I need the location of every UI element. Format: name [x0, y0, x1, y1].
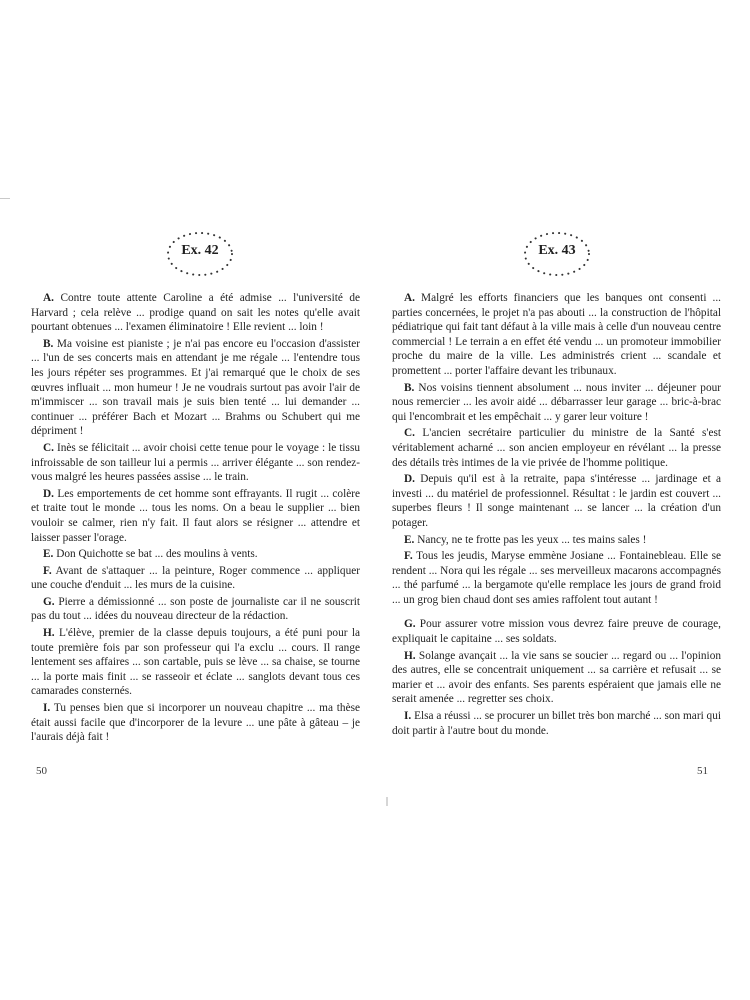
- item-text: Les emportements de cet homme sont effrayants. Il rugit ... colère et traite tout le monde ... tous les noms. On a beau le supplier ... bien vouloir se calmer, rien n'y fait. Il faut alors se résigner ... attendre et laisser passer l'orage.: [31, 487, 360, 544]
- item-text: Solange avançait ... la vie sans se soucier ... regard ou ... l'opinion des autres, elle se concentrait uniquement ... sa carrière et refusait ... se marier et ... avoir des enfants. Ses parents espéraient que jamais elle ne serait amenée ... regretter ses choix.: [392, 649, 721, 706]
- item-text: L'élève, premier de la classe depuis toujours, a été puni pour la toute première fois par son professeur qui l'a exclu ... cours. Il range lentement ses affaires ... son cartable, puis se lève ... sa chaise, se tourne ... la porte mais finit ... se rasseoir et éclate ... sanglots devant tous ces camarades consternés.: [31, 627, 361, 698]
- exercise-header-43: [521, 228, 593, 280]
- page-number: 50: [36, 765, 47, 777]
- item-text: Tu penses bien que si incorporer un nouveau chapitre ... ma thèse était aussi facile que d'incorporer de la levure ... une pâte à gâteau – je l'aurais déjà fait !: [31, 702, 360, 744]
- item-label: D.: [404, 473, 415, 486]
- item-label: E.: [43, 548, 54, 561]
- item-text: Ma voisine est pianiste ; je n'ai pas encore eu l'occasion d'assister ... l'un de ses concerts mais en attendant je me régale ... l'entendre tous les jours répéter ses programmes. Et j'ai remarqué que le choix de ses œuvres influait ... mon humeur ! Je ne voudrais surtout pas avoir l'air de m'immiscer ... son travail mais je suis bien tenté ... lui demander ... continuer ... préférer Bach et Mozart ... Brahms ou Schubert qui me dépriment !: [31, 337, 360, 438]
- exercise-item: [31, 626, 360, 699]
- exercise-item: [31, 441, 360, 485]
- item-label: B.: [404, 381, 415, 394]
- exercise-item: [31, 291, 360, 335]
- exercise-item: [31, 701, 360, 745]
- exercise-item: [392, 533, 721, 548]
- item-label: E.: [404, 533, 415, 546]
- item-text: Nancy, ne te frotte pas les yeux ... tes mains sales !: [417, 533, 647, 546]
- item-text: Elsa a réussi ... se procurer un billet très bon marché ... son mari qui doit partir à l'autre bout du monde.: [392, 710, 721, 737]
- item-label: B.: [43, 337, 54, 350]
- item-label: F.: [404, 550, 413, 563]
- item-label: F.: [43, 564, 52, 577]
- item-label: G.: [404, 618, 416, 631]
- right-page: [375, 0, 750, 1000]
- exercise-item: [392, 381, 721, 425]
- item-label: A.: [404, 292, 415, 304]
- item-label: D.: [43, 487, 54, 500]
- exercise-items: [31, 291, 360, 747]
- item-label: I.: [404, 710, 412, 723]
- exercise-item: [31, 337, 360, 439]
- exercise-item: [31, 564, 360, 593]
- exercise-item: [31, 547, 360, 562]
- exercise-item: [392, 426, 721, 470]
- exercise-item: [31, 487, 360, 545]
- item-label: C.: [404, 427, 415, 440]
- item-label: C.: [43, 441, 54, 454]
- exercise-item: [392, 549, 721, 607]
- item-label: I.: [43, 702, 51, 715]
- item-text: Avant de s'attaquer ... la peinture, Roger commence ... appliquer une couche d'enduit ... les murs de la cuisine.: [31, 564, 361, 592]
- item-label: H.: [43, 627, 55, 640]
- exercise-items: [392, 291, 721, 740]
- exercise-title: Ex. 42: [181, 243, 219, 258]
- item-text: Malgré les efforts financiers que les banques ont consenti ... parties concernées, le projet n'a pas abouti ... la construction de l'hôpital pédiatrique qui fait tant défaut à la ville mais à celle d'un nouveau centre commercial ! Le terrain a en effet été vendu ... un promoteur immobilier proche du maire de la ville. Les administrés crient ... scandale et promettent ... porter l'affaire devant les tribunaux.: [392, 292, 721, 377]
- item-label: H.: [404, 649, 416, 662]
- exercise-item: [392, 472, 721, 530]
- item-text: L'ancien secrétaire particulier du ministre de la Santé s'est véritablement acharné ... son ancien employeur en révélant ... la presse des détails très intimes de la vie privée de l'homme politique.: [392, 427, 721, 469]
- exercise-item: [392, 709, 721, 738]
- exercise-item: [392, 291, 721, 379]
- exercise-item: [392, 617, 721, 646]
- exercise-title: Ex. 43: [538, 243, 576, 258]
- exercise-header-42: [164, 228, 236, 280]
- item-text: Pierre a démissionné ... son poste de journaliste car il ne souscrit pas du tout ... idées du nouveau directeur de la rédaction.: [31, 595, 360, 623]
- item-text: Tous les jeudis, Maryse emmène Josiane ... Fontainebleau. Elle se rendent ... Nora qui les régale ... ses merveilleux macarons accompagnés ... thé parfumé ... la bergamote qu'elle remplace les jours de grand froid ... un grog bien chaud dont ses amies raffolent tout autant !: [392, 550, 721, 606]
- item-label: A.: [43, 292, 54, 304]
- exercise-item: [392, 649, 721, 707]
- item-text: Don Quichotte se bat ... des moulins à vents.: [56, 548, 258, 561]
- item-label: G.: [43, 595, 55, 608]
- item-text: Pour assurer votre mission vous devrez faire preuve de courage, expliquait le capitaine ... ses soldats.: [392, 618, 721, 646]
- item-text: Inès se félicitait ... avoir choisi cette tenue pour le voyage : le tissu infroissable de son tailleur lui a permis ... arriver élégante ... son rendez-vous malgré les heures passées assise ... le train.: [31, 441, 360, 484]
- page-number: 51: [697, 765, 708, 777]
- item-text: Nos voisins tiennent absolument ... nous inviter ... déjeuner pour nous remercier ... les avoir aidé ... débarrasser leur garage ... bric-à-brac qui l'encombrait et les empêchait ... y garer leur voiture !: [392, 381, 721, 423]
- item-text: Depuis qu'il est à la retraite, papa s'intéresse ... jardinage et a investi ... du matériel de professionnel. Résultat : le jardin est couvert ... superbes fleurs ! Il songe maintenant ... se lancer ... la création d'un potager.: [392, 473, 721, 529]
- exercise-item: [31, 595, 360, 624]
- item-text: Contre toute attente Caroline a été admise ... l'université de Harvard ; cela relève ... prodige quand on sait les notes qu'elle avait pourtant obtenues ... l'examen éliminatoire ! Elle revient ... loin !: [31, 292, 360, 334]
